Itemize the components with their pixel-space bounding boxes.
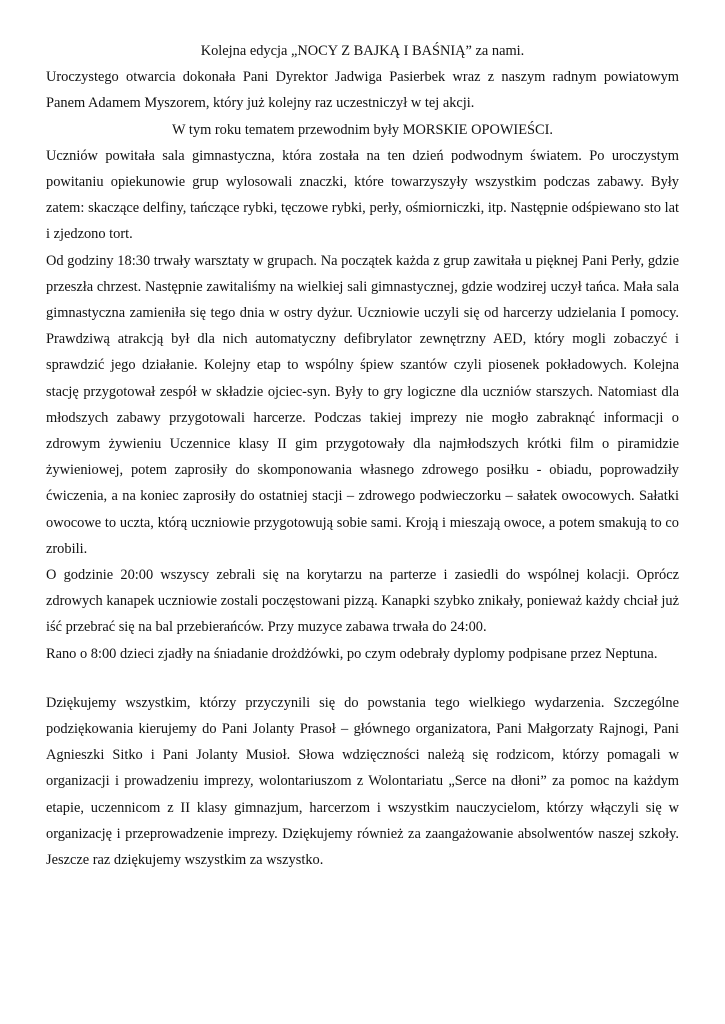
paragraph-spacer [46,667,679,690]
dinner-paragraph: O godzinie 20:00 wszyscy zebrali się na korytarzu na parterze i zasiedli do wspólnej kolacji. Oprócz zdrowych kanapek uczniowie zostali poczęstowani pizzą. Kanapki szybko znikały, ponieważ każdy chciał już iść przebrać się na bal przebierańców. Przy muzyce zabawa trwała do 24:00. [46,567,679,636]
theme-line: W tym roku tematem przewodnim były MORSKIE OPOWIEŚCI. [171,121,554,138]
welcome-paragraph: Uczniów powitała sala gimnastyczna, która została na ten dzień podwodnym światem. Po uroczystym powitaniu opiekunowie grup wylosowali znaczki, które towarzyszyły wszystkim podczas zabawy. Były zatem: skaczące delfiny, tańczące rybki, tęczowe rybki, perły, ośmiorniczki, itp. Następnie odśpiewano sto lat i zjedzono tort. [46,147,679,243]
thanks-paragraph: Dziękujemy wszystkim, którzy przyczynili się do powstania tego wielkiego wydarzenia. Szczególne podziękowania kierujemy do Pani Jolanty Prasoł – głównego organizatora, Pani Małgorzaty Rajnogi, Pani Agnieszki Sitko i Pani Jolanty Musioł. Słowa wdzięczności należą się rodzicom, którzy pomagali w organizacji i prowadzeniu imprezy, wolontariuszom z Wolontariatu „Serce na dłoni” za pomoc na każdym etapie, uczennicom z II klasy gimnazjum, harcerzom i wszystkim nauczycielom, którzy włączyli się w organizację i przeprowadzenie imprezy. Dziękujemy również za zaangażowanie absolwentów naszej szkoły. Jeszcze raz dziękujemy wszystkim za wszystko. [46,694,679,869]
opening-paragraph: Uroczystego otwarcia dokonała Pani Dyrektor Jadwiga Pasierbek wraz z naszym radnym powiatowym Panem Adamem Myszorem, który już kolejny raz uczestniczył w tej akcji. [46,69,679,112]
workshops-paragraph: Od godziny 18:30 trwały warsztaty w grupach. Na początek każda z grup zawitała u pięknej Pani Perły, gdzie przeszła chrzest. Następnie zawitaliśmy na wielkiej sali gimnastycznej, gdzie wodzirej uczył tańca. Mała sala gimnastyczna zamieniła się tego dnia w ostry dyżur. Uczniowie uczyli się od harcerzy udzielania I pomocy. Prawdziwą atrakcją był dla nich automatyczny defibrylator zewnętrzny AED, który mogli zobaczyć i sprawdzić jego działanie. Kolejny etap to wspólny śpiew szantów czyli piosenek pokładowych. Kolejna stację przygotował zespół w składzie ojciec-syn. Były to gry logiczne dla uczniów starszych. Natomiast dla młodszych zabawy przygotowali harcerze. Podczas takiej imprezy nie mogło zabraknąć informacji o zdrowym żywieniu Uczennice klasy II gim przygotowały dla najmłodszych krótki film o piramidzie żywieniowej, potem zaprosiły do skomponowania własnego zdrowego posiłku - obiadu, poprowadziły ćwiczenia, a na koniec zaprosiły do ostatniej stacji – zdrowego podwieczorku – sałatek owocowych. Sałatki owocowe to uczta, którą uczniowie przygotowują sobie sami. Kroją i mieszają owoce, a potem smakują to co zrobili. [46,252,679,557]
document-title: Kolejna edycja „NOCY Z BAJKĄ I BAŚNIĄ” za nami. [200,43,525,59]
morning-paragraph: Rano o 8:00 dzieci zjadły na śniadanie drożdżówki, po czym odebrały dyplomy podpisane przez Neptuna. [46,645,658,662]
document-page [46,38,679,873]
